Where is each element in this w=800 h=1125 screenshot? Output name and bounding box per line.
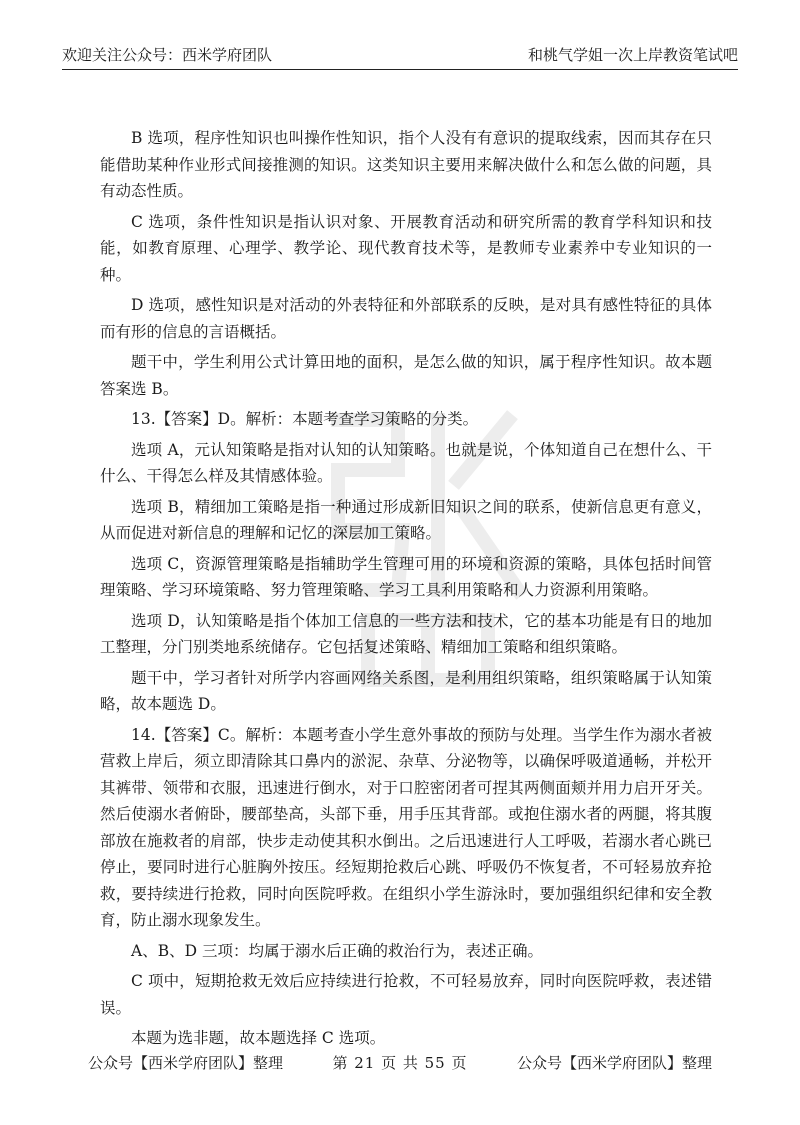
- page-header: [62, 40, 738, 70]
- paragraph-q12-conclusion: 题干中，学生利用公式计算田地的面积，是怎么做的知识，属于程序性知识。故本题答案选 B。: [100, 353, 712, 398]
- paragraph-option-b: B 选项，程序性知识也叫操作性知识，指个人没有有意识的提取线索，因而其存在只能借助某种作业形式间接推测的知识。这类知识主要用来解决做什么和怎么做的问题，具有动态性质。: [100, 129, 712, 200]
- paragraph-option-c: C 选项，条件性知识是指认识对象、开展教育活动和研究所需的教育学科知识和技能，如教育原理、心理学、教学论、现代教育技术等，是教师专业素养中专业知识的一种。: [100, 212, 712, 284]
- footer-left-text: 公众号【西米学府团队】整理: [88, 1054, 284, 1072]
- header-left-text: 欢迎关注公众号：西米学府团队: [62, 46, 273, 64]
- paragraph-q13-option-c: 选项 C，资源管理策略是指辅助学生管理可用的环境和资源的策略，具体包括时间管理策略、学习环境策略、努力管理策略、学习工具利用策略和人力资源利用策略。: [100, 554, 712, 599]
- paragraph-q14-c: C 项中，短期抢救无效后应持续进行抢救，不可轻易放弃，同时向医院呼救，表述错误。: [100, 972, 712, 1017]
- paragraph-q14-conclusion: 本题为选非题，故本题选择 C 选项。: [131, 1029, 386, 1047]
- paragraph-q13-conclusion: 题干中，学习者针对所学内容画网络关系图，是利用组织策略，组织策略属于认知策略，故本题选 D。: [100, 668, 712, 713]
- paragraph-q14-abd: A、B、D 三项：均属于溺水后正确的救治行为，表述正确。: [131, 941, 543, 960]
- paragraph-q13-option-d: 选项 D，认知策略是指个体加工信息的一些方法和技术，它的基本功能是有日的地加工整理，分门别类地系统储存。它包括复述策略、精细加工策略和组织策略。: [100, 611, 712, 656]
- page-footer: [88, 1052, 712, 1073]
- paragraph-q14-answer: 14.【答案】C。解析：本题考查小学生意外事故的预防与处理。当学生作为溺水者被营救上岸后，须立即清除其口鼻内的淤泥、杂草、分泌物等，以确保呼吸道通畅，并松开其裤带、领带和衣服，迅速进行倒水，对于口腔密闭者可捏其两侧面颊并用力启开牙关。然后使溺水者俯卧，腰部垫高，头部下垂，用手压其背部。或抱住溺水者的两腿，将其腹部放在施救者的肩部，快步走动使其积水倒出。之后迅速进行人工呼吸，若溺水者心跳已停止，要同时进行心脏胸外按压。经短期抢救后心跳、呼吸仍不恢复者，不可轻易放弃抢救，要持续进行抢救，同时向医院呼救。在组织小学生游泳时，要加强组织纪律和安全教育，防止溺水现象发生。: [100, 725, 712, 929]
- paragraph-q13-option-b: 选项 B，精细加工策略是指一种通过形成新旧知识之间的联系，使新信息更有意义，从而促进对新信息的理解和记忆的深层加工策略。: [100, 497, 712, 542]
- footer-right-text: 公众号【西米学府团队】整理: [516, 1054, 712, 1072]
- header-right-text: 和桃气学姐一次上岸教资笔试吧: [527, 46, 738, 64]
- document-body: [100, 125, 712, 1056]
- paragraph-q13-option-a: 选项 A，元认知策略是指对认知的认知策略。也就是说，个体知道自己在想什么、干什么、干得怎么样及其情感体验。: [100, 440, 712, 485]
- paragraph-q13-answer: 13.【答案】D。解析：本题考查学习策略的分类。: [131, 410, 479, 428]
- paragraph-option-d: D 选项，感性知识是对活动的外表特征和外部联系的反映，是对具有感性特征的具体而有形的信息的言语概括。: [100, 296, 712, 341]
- page-number: 第 21 页 共 55 页: [332, 1054, 468, 1072]
